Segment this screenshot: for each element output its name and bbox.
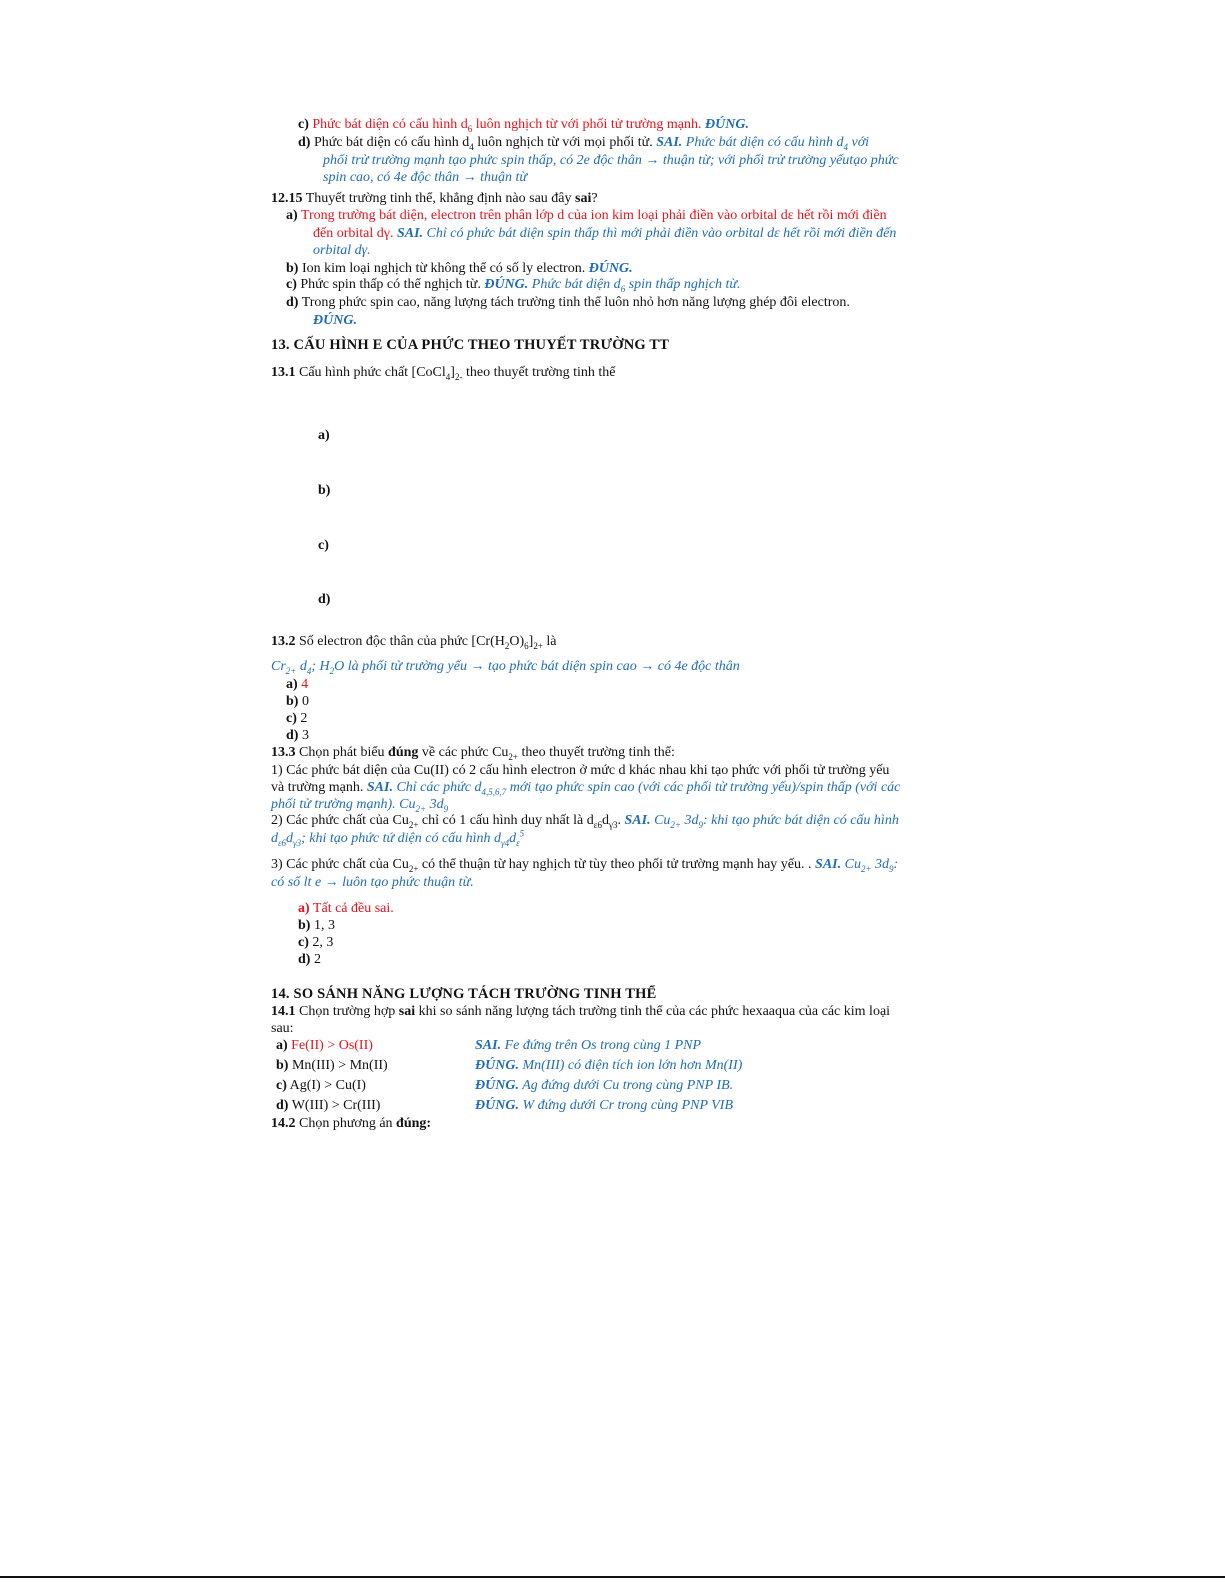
q13-3-statement-2-line1: 2) Các phức chất của $Cu_{2+}$ chỉ có 1 cấu hình duy nhất là $d_{\varepsilon 6}d_{\gamma 3}$. SAI. $Cu_{2+}$ $3d_9$: khi tạo phức bát diện có cấu hình: [271, 813, 899, 830]
q13-3-statement-3-line1: 3) Các phức chất của $Cu_{2+}$ có thể thuận từ hay nghịch từ tùy theo phối tử trường mạnh hay yếu. . SAI. $Cu_{2+}$ $3d_9$:: [271, 857, 899, 874]
section-13-heading: 13. CẤU HÌNH E CỦA PHỨC THEO THUYẾT TRƯỜNG TT: [271, 337, 670, 353]
q14-2-stem: 14.2 Chọn phương án đúng:: [271, 1116, 432, 1131]
q13-3-option-a: a) Tất cả đều sai.: [298, 901, 394, 916]
q12-14-option-d: d) Phức bát diện có cấu hình $d_4$ luôn nghịch từ với mọi phối tử. SAI. Phức bát diện có cấu hình $d_4$ với: [298, 135, 870, 152]
bottom-border-line: [0, 1576, 1225, 1578]
q13-3-statement-1-line1: 1) Các phức bát diện của Cu(II) có 2 cấu hình electron ở mức d khác nhau khi tạo phức với phối tử trường yếu: [271, 763, 890, 778]
q14-1-option-b-explanation: ĐÚNG. Mn(III) có điện tích ion lớn hơn Mn(II): [475, 1058, 743, 1073]
q13-3-statement-3-line2: có số lt e → luôn tạo phức thuận từ.: [271, 875, 474, 890]
q12-15-option-a-line2: đến orbital dγ. SAI. Chỉ có phức bát diện spin thấp thì mới phải điền vào orbital dε hết rồi mới điền đến: [313, 226, 897, 241]
q12-15-stem: 12.15 Thuyết trường tinh thể, khẳng định nào sau đây sai?: [271, 191, 598, 206]
q13-1-option-d: d): [318, 592, 331, 607]
q12-14-d-explanation-line2: phối trử trường mạnh tạo phức spin thấp, có 2e độc thân → thuận từ; với phối trử trường yếutạo phức: [323, 153, 899, 168]
q13-2-explanation: $Cr_{2+}$ $d_4$; $H_2O$ là phối tử trường yếu → tạo phức bát diện spin cao → có 4e độc thân: [271, 659, 740, 676]
q13-1-option-a: a): [318, 428, 330, 443]
q14-1-option-a-explanation: SAI. Fe đứng trên Os trong cùng 1 PNP: [475, 1038, 702, 1053]
q12-15-option-c: c) Phức spin thấp có thể nghịch từ. ĐÚNG. Phức bát diện $d_6$ spin thấp nghịch từ.: [286, 277, 741, 294]
q13-2-option-d: d) 3: [286, 728, 309, 743]
q13-3-stem: 13.3 Chọn phát biểu đúng về các phức $Cu_{2+}$ theo thuyết trường tinh thể:: [271, 745, 675, 762]
q13-3-statement-2-line2: $d_{\varepsilon 6}d_{\gamma 3}$; khi tạo phức tứ diện có cấu hình $d_{\gamma 4}d_\varepsilon^5$: [271, 828, 525, 848]
q13-2-option-b: b) 0: [286, 694, 309, 709]
q13-3-statement-1-line3: phối tử trường mạnh). $Cu_{2+}$ $3d_9$: [271, 797, 449, 814]
section-14-heading: 14. SO SÁNH NĂNG LƯỢNG TÁCH TRƯỜNG TINH THỂ: [271, 986, 657, 1002]
q14-1-option-d: d) W(III) > Cr(III): [276, 1098, 381, 1113]
q12-15-option-b: b) Ion kim loại nghịch từ không thể có số ly electron. ĐÚNG.: [286, 261, 633, 276]
q14-1-option-d-explanation: ĐÚNG. W đứng dưới Cr trong cùng PNP VIB: [475, 1098, 734, 1113]
q12-15-option-d: d) Trong phức spin cao, năng lượng tách trường tinh thể luôn nhỏ hơn năng lượng ghép đôi electron.: [286, 295, 850, 310]
q13-1-option-c: c): [318, 538, 329, 553]
q14-1-stem-line2: sau:: [271, 1021, 294, 1036]
q13-2-option-c: c) 2: [286, 711, 308, 726]
q14-1-stem: 14.1 Chọn trường hợp sai khi so sánh năng lượng tách trường tinh thể của các phức hexaaqua của các kim loại: [271, 1004, 891, 1019]
q13-3-option-b: b) 1, 3: [298, 918, 335, 933]
q14-1-option-b: b) Mn(III) > Mn(II): [276, 1058, 388, 1073]
q13-3-option-d: d) 2: [298, 952, 321, 967]
q13-3-statement-1-line2: và trường mạnh. SAI. Chỉ các phức $d_{4,5,6,7}$ mới tạo phức spin cao (với các phối tử trường yếu)/spin thấp (với các: [271, 780, 901, 797]
q12-15-option-a-line3: orbital dγ.: [313, 243, 371, 258]
q13-1-option-b: b): [318, 483, 331, 498]
q12-14-option-c: c) Phức bát diện có cấu hình $d_6$ luôn nghịch từ với phối tử trường mạnh. ĐÚNG.: [298, 117, 749, 134]
q12-15-option-d-verdict: ĐÚNG.: [313, 313, 357, 328]
q14-1-option-c: c) Ag(I) > Cu(I): [276, 1078, 366, 1093]
q14-1-option-a: a) Fe(II) > Os(II): [276, 1038, 373, 1053]
q12-14-d-explanation-line3: spin cao, có 4e độc thân → thuận từ: [323, 170, 527, 185]
q14-1-option-c-explanation: ĐÚNG. Ag đứng dưới Cu trong cùng PNP IB.: [475, 1078, 734, 1093]
q12-15-option-a: a) Trong trường bát diện, electron trên phân lớp d của ion kim loại phải điền vào orbital dε hết rồi mới điền: [286, 208, 887, 223]
q13-2-stem: 13.2 Số electron độc thân của phức $[Cr(H_2O)_6]_{2+}$ là: [271, 634, 557, 651]
q13-2-option-a: a) 4: [286, 677, 309, 692]
q13-1-stem: 13.1 Cấu hình phức chất $[CoCl_4]_{2-}$ theo thuyết trường tinh thể: [271, 365, 616, 382]
q13-3-option-c: c) 2, 3: [298, 935, 334, 950]
